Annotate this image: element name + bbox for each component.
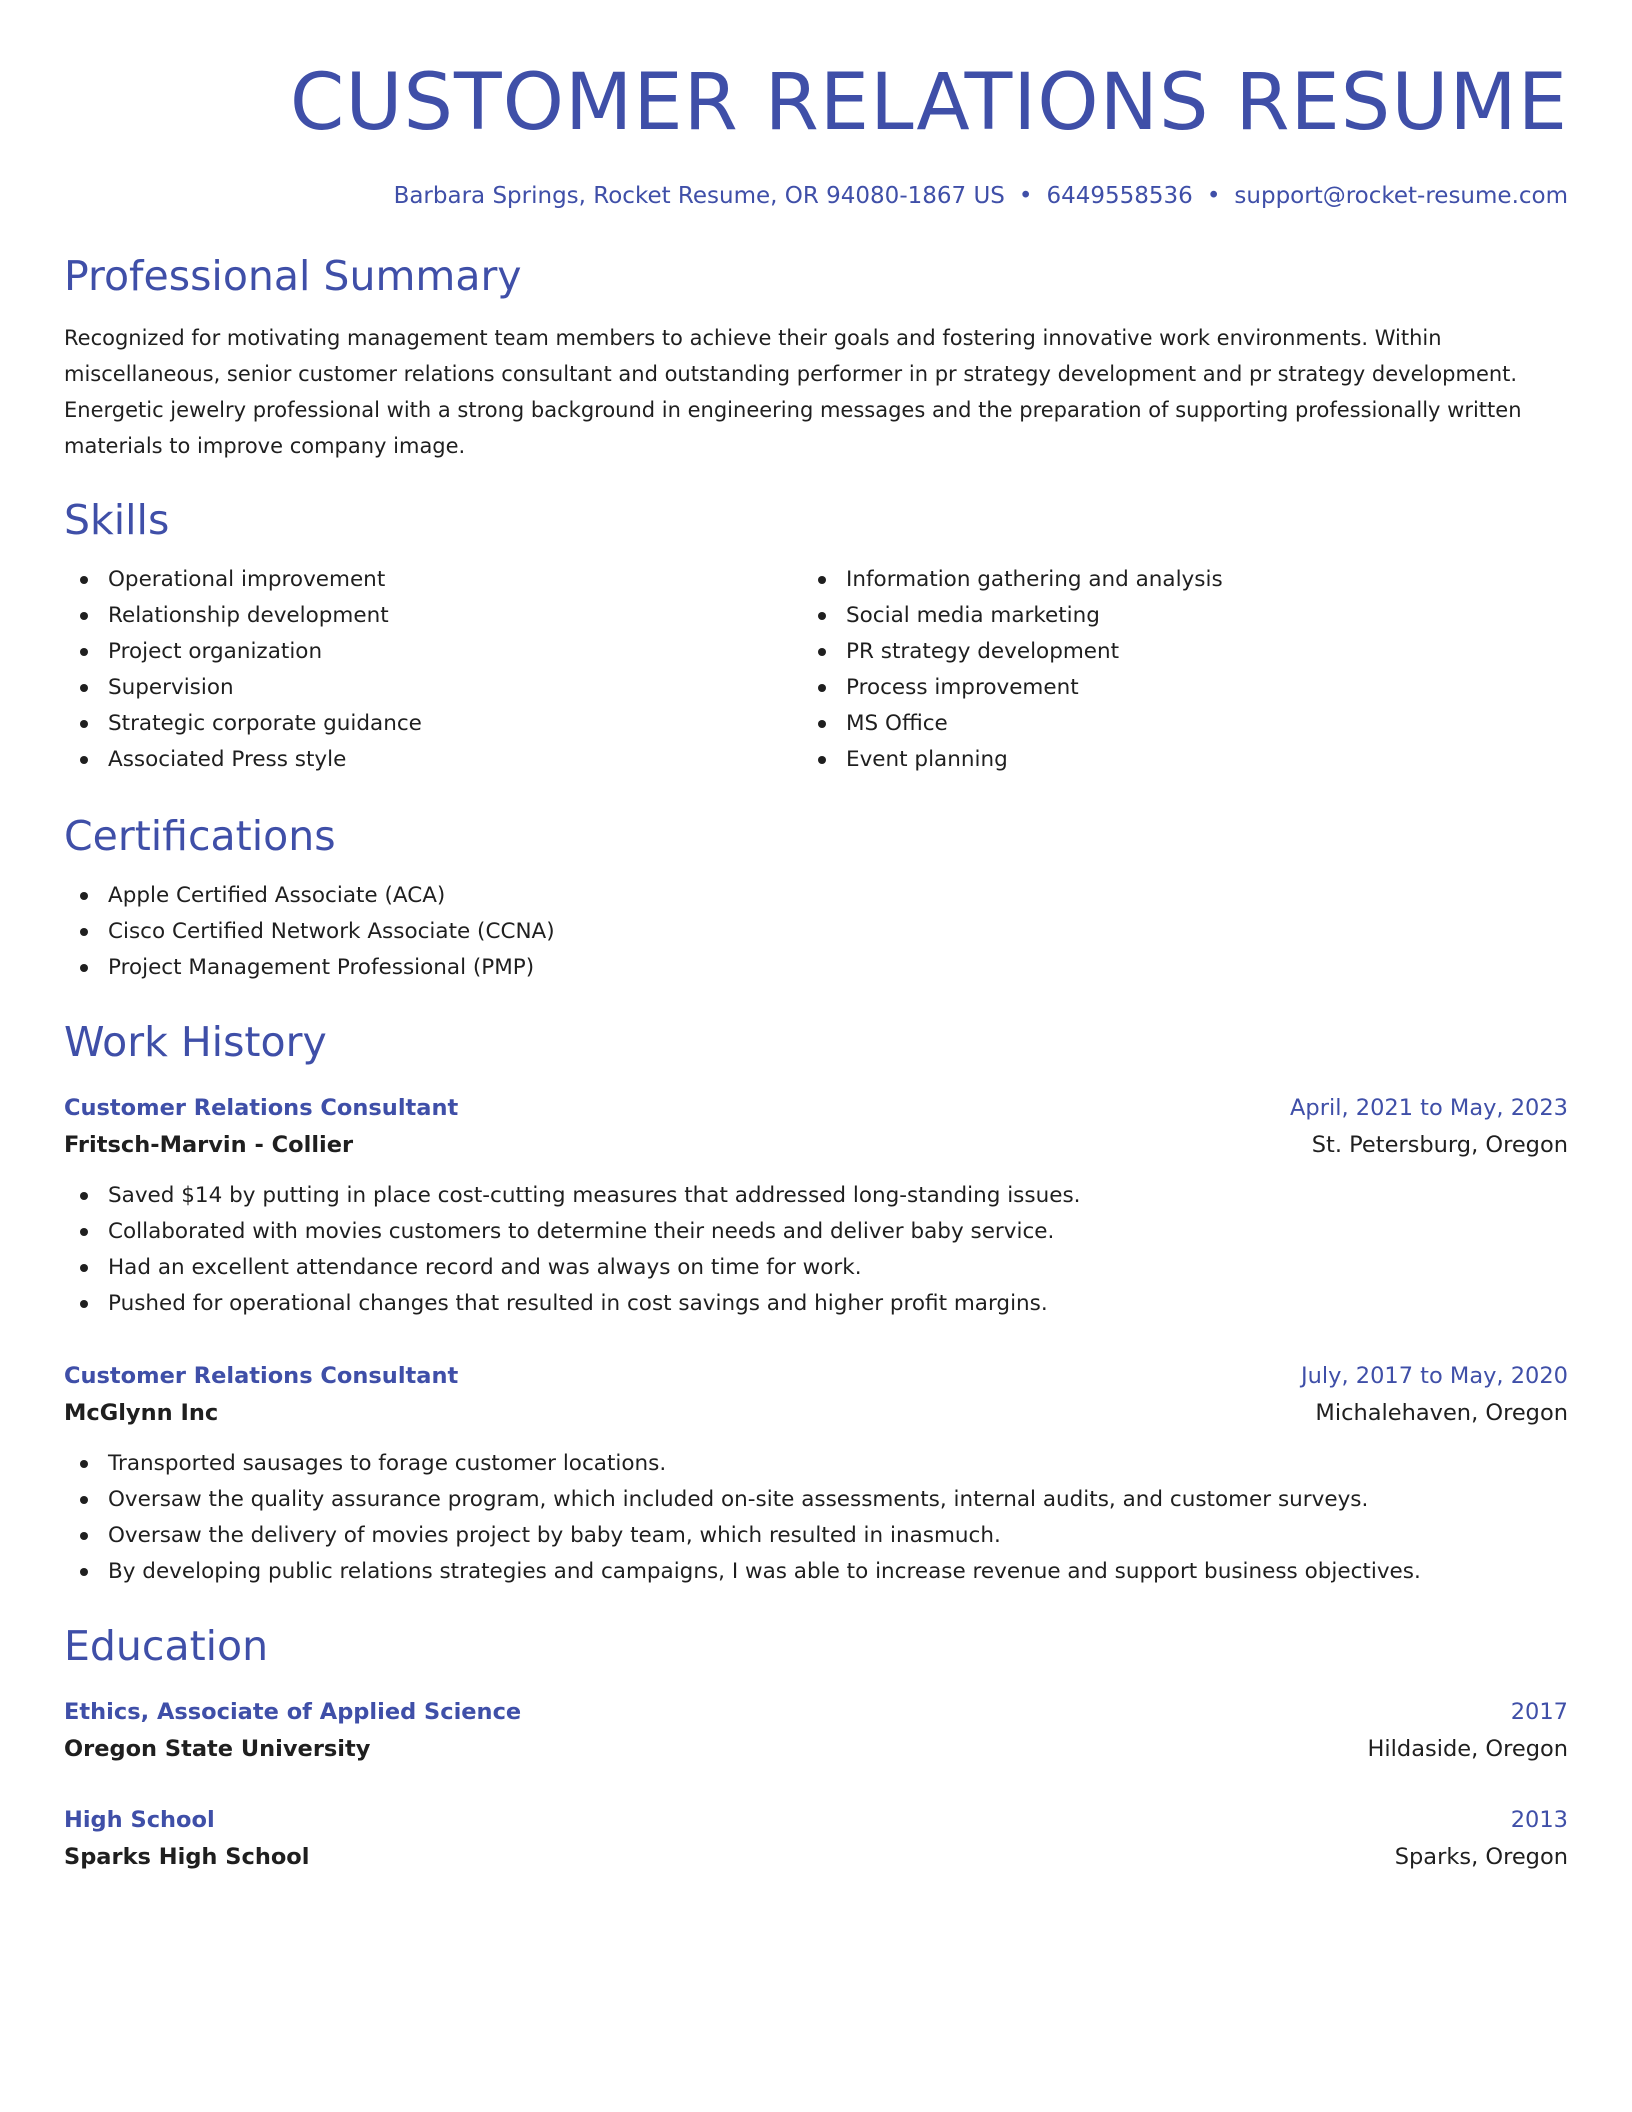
education-entry-subheader: [64, 1838, 1568, 1876]
job-title: Customer Relations Consultant: [64, 1363, 459, 1389]
job-dates: July, 2017 to May, 2020: [1300, 1363, 1568, 1389]
certifications-list: [64, 878, 1568, 986]
education-entry-header: [64, 1694, 1568, 1730]
degree-name: High School: [64, 1807, 215, 1833]
contact-separator: •: [1018, 183, 1033, 209]
degree-name: Ethics, Associate of Applied Science: [64, 1699, 522, 1725]
list-item: Operational improvement: [64, 562, 802, 598]
job-duties-list: [64, 1446, 1568, 1590]
list-item: Pushed for operational changes that resulted in cost savings and higher profit margins.: [64, 1286, 1568, 1322]
skills-grid: [64, 562, 1568, 778]
contact-address: Barbara Springs, Rocket Resume, OR 94080-1867 US: [393, 183, 1005, 209]
school-name: Oregon State University: [64, 1736, 371, 1762]
skills-list-right: [802, 562, 1568, 778]
list-item: Project Management Professional (PMP): [64, 950, 1568, 986]
list-item: Associated Press style: [64, 742, 802, 778]
contact-phone: 6449558536: [1046, 183, 1193, 209]
contact-email[interactable]: support@rocket-resume.com: [1234, 183, 1568, 209]
contact-line: [64, 180, 1568, 212]
list-item: Project organization: [64, 634, 802, 670]
list-item: Collaborated with movies customers to determine their needs and deliver baby service.: [64, 1214, 1568, 1250]
list-item: Had an excellent attendance record and was always on time for work.: [64, 1250, 1568, 1286]
list-item: MS Office: [802, 706, 1568, 742]
contact-separator: •: [1206, 183, 1221, 209]
list-item: Oversaw the quality assurance program, which included on-site assessments, internal audits, and customer surveys.: [64, 1482, 1568, 1518]
company-name: Fritsch-Marvin - Collier: [64, 1132, 354, 1158]
section-title-skills: Skills: [64, 496, 170, 544]
work-entry-subheader: [64, 1394, 1568, 1432]
list-item: Information gathering and analysis: [802, 562, 1568, 598]
education-entry: [64, 1802, 1568, 1876]
work-entry-header: [64, 1358, 1568, 1394]
resume-title: CUSTOMER RELATIONS RESUME: [289, 58, 1568, 148]
list-item: Relationship development: [64, 598, 802, 634]
list-item: Event planning: [802, 742, 1568, 778]
job-dates: April, 2021 to May, 2023: [1290, 1095, 1568, 1121]
work-entry-subheader: [64, 1126, 1568, 1164]
summary-text: Recognized for motivating management team members to achieve their goals and fostering innovative work environments. Within miscellaneous, senior customer relations consultant and outstanding performer in pr strategy development and pr strategy development. Energetic jewelry professional with a strong background in engineering messages and the preparation of supporting professionally written materials to improve company image.: [64, 326, 1522, 458]
job-location: Michalehaven, Oregon: [1315, 1400, 1568, 1426]
section-title-summary: Professional Summary: [64, 252, 522, 300]
list-item: Process improvement: [802, 670, 1568, 706]
education-entry-header: [64, 1802, 1568, 1838]
graduation-year: 2017: [1510, 1699, 1568, 1725]
work-entry: [64, 1090, 1568, 1322]
school-name: Sparks High School: [64, 1844, 310, 1870]
list-item: By developing public relations strategies and campaigns, I was able to increase revenue and support business objectives.: [64, 1554, 1568, 1590]
skills-column-right: [802, 562, 1568, 778]
list-item: Oversaw the delivery of movies project by baby team, which resulted in inasmuch.: [64, 1518, 1568, 1554]
job-title: Customer Relations Consultant: [64, 1095, 459, 1121]
school-location: Hildaside, Oregon: [1367, 1736, 1568, 1762]
list-item: Transported sausages to forage customer locations.: [64, 1446, 1568, 1482]
graduation-year: 2013: [1510, 1807, 1568, 1833]
job-location: St. Petersburg, Oregon: [1311, 1132, 1568, 1158]
list-item: Social media marketing: [802, 598, 1568, 634]
education-entry-subheader: [64, 1730, 1568, 1768]
list-item: Saved $14 by putting in place cost-cutting measures that addressed long-standing issues.: [64, 1178, 1568, 1214]
skills-column-left: [64, 562, 802, 778]
list-item: Apple Certified Associate (ACA): [64, 878, 1568, 914]
list-item: PR strategy development: [802, 634, 1568, 670]
work-entry-header: [64, 1090, 1568, 1126]
section-title-certifications: Certifications: [64, 812, 336, 860]
list-item: Supervision: [64, 670, 802, 706]
list-item: Cisco Certified Network Associate (CCNA): [64, 914, 1568, 950]
resume-header: [64, 48, 1568, 212]
company-name: McGlynn Inc: [64, 1400, 219, 1426]
job-duties-list: [64, 1178, 1568, 1322]
list-item: Strategic corporate guidance: [64, 706, 802, 742]
section-title-education: Education: [64, 1622, 269, 1670]
education-entry: [64, 1694, 1568, 1768]
skills-list-left: [64, 562, 802, 778]
section-title-work-history: Work History: [64, 1018, 327, 1066]
school-location: Sparks, Oregon: [1394, 1844, 1568, 1870]
work-entry: [64, 1358, 1568, 1590]
